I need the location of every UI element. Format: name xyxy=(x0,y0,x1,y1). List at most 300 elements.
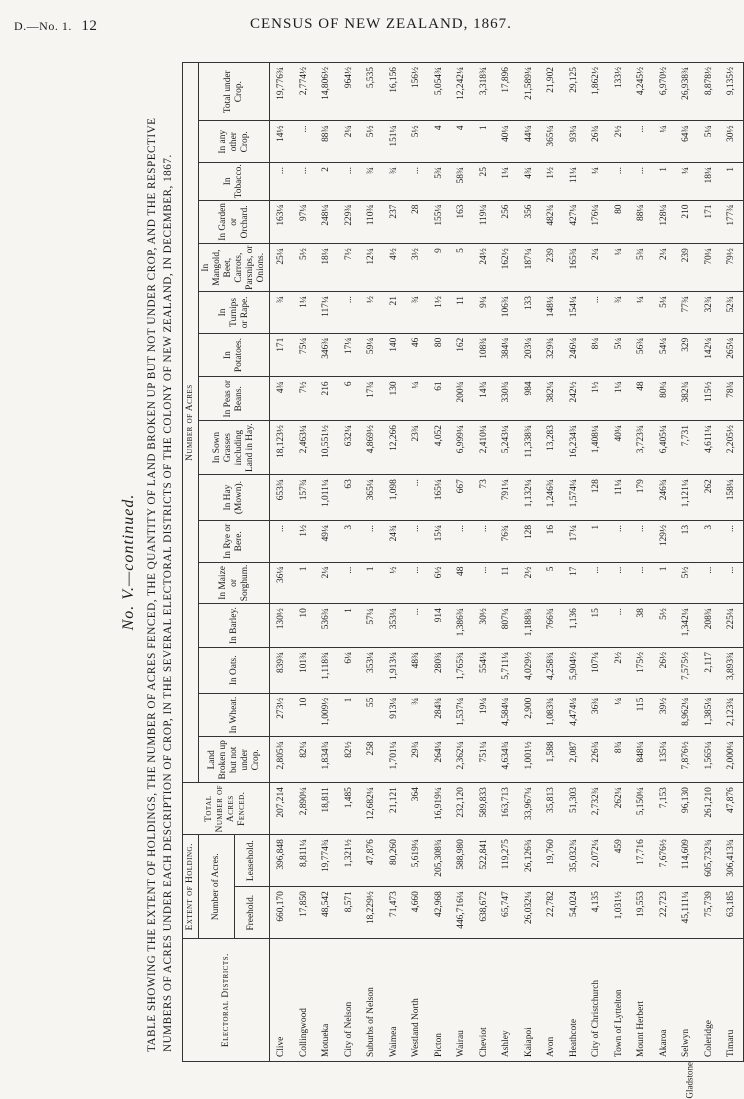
value-cell: 6,970½ xyxy=(653,63,676,121)
value-cell: 3,318¾ xyxy=(473,63,496,121)
value-cell: 23¾ xyxy=(405,421,428,475)
value-cell: 265¼ xyxy=(720,333,743,377)
value-cell: 1 xyxy=(338,604,361,648)
value-cell: 2½ xyxy=(608,647,631,693)
value-cell: 26,938¾ xyxy=(675,63,698,121)
district-name: Motueka xyxy=(321,1023,332,1057)
value-cell: 115½ xyxy=(698,377,721,421)
census-table xyxy=(182,62,744,1062)
district-cell xyxy=(585,939,608,1062)
col-freehold: Freehold. xyxy=(234,887,270,939)
district-cell xyxy=(270,939,293,1062)
value-cell: 848¼ xyxy=(630,737,653,783)
value-cell: 5¾ xyxy=(630,244,653,292)
value-cell: 151¼ xyxy=(383,121,406,163)
value-cell: ... xyxy=(405,520,428,562)
value-cell: 26¾ xyxy=(585,121,608,163)
value-cell: 82¼ xyxy=(293,737,316,783)
value-cell: 12¼ xyxy=(360,244,383,292)
value-cell: 157¾ xyxy=(293,475,316,521)
value-cell: 71,473 xyxy=(383,887,406,939)
value-cell: 6½ xyxy=(428,562,451,604)
value-cell: 97¼ xyxy=(293,200,316,244)
value-cell: 1,098 xyxy=(383,475,406,521)
value-cell: 52¾ xyxy=(720,292,743,334)
value-cell: 88¼ xyxy=(630,200,653,244)
value-cell: 70¼ xyxy=(698,244,721,292)
value-cell: 129½ xyxy=(653,520,676,562)
value-cell: 40¼ xyxy=(608,421,631,475)
value-cell: 5,904½ xyxy=(563,647,586,693)
col-turnips: In Turnips or Rape. xyxy=(199,292,270,334)
value-cell: 205,308¾ xyxy=(428,835,451,887)
value-cell: 1,913¼ xyxy=(383,647,406,693)
value-cell: 24½ xyxy=(473,244,496,292)
value-cell: 179 xyxy=(630,475,653,521)
value-cell: 56¾ xyxy=(630,333,653,377)
col-peas: In Peas or Beans. xyxy=(199,377,270,421)
table-row xyxy=(540,63,563,1062)
value-cell: 133½ xyxy=(608,63,631,121)
value-cell: 1,701¼ xyxy=(383,737,406,783)
value-cell: 11 xyxy=(450,292,473,334)
value-cell: 156½ xyxy=(405,63,428,121)
district-cell xyxy=(540,939,563,1062)
value-cell: 1,565¼ xyxy=(698,737,721,783)
value-cell: 396,848 xyxy=(270,835,293,887)
value-cell: 16,919¼ xyxy=(428,783,451,835)
value-cell: 40¼ xyxy=(495,121,518,163)
value-cell: 7½ xyxy=(338,244,361,292)
table-row xyxy=(360,63,383,1062)
value-cell: 2,205½ xyxy=(720,421,743,475)
value-cell: 8,811¼ xyxy=(293,835,316,887)
value-cell: 171 xyxy=(270,333,293,377)
value-cell: 7,731 xyxy=(675,421,698,475)
value-cell: 49¼ xyxy=(315,520,338,562)
col-grasses: In Sown Grasses including Land in Hay. xyxy=(199,421,270,475)
value-cell: 4,052 xyxy=(428,421,451,475)
value-cell: 3 xyxy=(698,520,721,562)
value-cell: 76¾ xyxy=(495,520,518,562)
value-cell: 114,609 xyxy=(675,835,698,887)
value-cell: ... xyxy=(720,562,743,604)
value-cell: 16 xyxy=(540,520,563,562)
value-cell: 1,385¼ xyxy=(698,693,721,737)
value-cell: ... xyxy=(293,121,316,163)
value-cell: 1,321½ xyxy=(338,835,361,887)
value-cell: ... xyxy=(585,562,608,604)
value-cell: 48 xyxy=(450,562,473,604)
value-cell: 9¼ xyxy=(473,292,496,334)
value-cell: 18¼ xyxy=(315,244,338,292)
value-cell: 229¾ xyxy=(338,200,361,244)
col-wheat: In Wheat. xyxy=(199,693,270,737)
value-cell: 47,876 xyxy=(360,835,383,887)
value-cell: 33,967¼ xyxy=(518,783,541,835)
value-cell: 4,611¼ xyxy=(698,421,721,475)
value-cell: 1½ xyxy=(585,377,608,421)
value-cell: 36¾ xyxy=(585,693,608,737)
value-cell: 632¼ xyxy=(338,421,361,475)
value-cell: 17 xyxy=(563,562,586,604)
value-cell: 29¾ xyxy=(405,737,428,783)
value-cell: 11¼ xyxy=(563,163,586,200)
value-cell: 12,266 xyxy=(383,421,406,475)
district-cell xyxy=(720,939,743,1062)
value-cell: 16,234¾ xyxy=(563,421,586,475)
col-potatoes: In Potatoes. xyxy=(199,333,270,377)
value-cell: 382¼ xyxy=(540,377,563,421)
district-cell xyxy=(293,939,316,1062)
value-cell: 155¼ xyxy=(428,200,451,244)
col-oats: In Oats. xyxy=(199,647,270,693)
col-leasehold: Leasehold. xyxy=(234,835,270,887)
col-barley: In Barley. xyxy=(199,604,270,648)
col-total-crop: Total under Crop. xyxy=(199,63,270,121)
value-cell: 1,118¾ xyxy=(315,647,338,693)
value-cell: 7½ xyxy=(293,377,316,421)
value-cell: 80 xyxy=(428,333,451,377)
district-name: Ashley xyxy=(501,1030,512,1057)
value-cell: ½ xyxy=(360,292,383,334)
value-cell: 1,121¼ xyxy=(675,475,698,521)
value-cell: 10,551½ xyxy=(315,421,338,475)
value-cell: 11 xyxy=(495,562,518,604)
district-name: City of Nelson xyxy=(343,1001,354,1057)
table-row xyxy=(338,63,361,1062)
col-broken-up: Land Broken up but not under Crop. xyxy=(199,737,270,783)
value-cell: 4 xyxy=(428,121,451,163)
value-cell: ... xyxy=(405,562,428,604)
value-cell: ... xyxy=(473,562,496,604)
value-cell: 26,126¾ xyxy=(518,835,541,887)
value-cell: 48,542 xyxy=(315,887,338,939)
district-name: Collingwood xyxy=(298,1008,309,1057)
value-cell: 207,214 xyxy=(270,783,293,835)
value-cell: 1,001½ xyxy=(518,737,541,783)
value-cell: 964½ xyxy=(338,63,361,121)
district-name: Akaroa xyxy=(658,1029,669,1057)
value-cell: 28 xyxy=(405,200,428,244)
value-cell: 1 xyxy=(360,562,383,604)
value-cell: 3,893¾ xyxy=(720,647,743,693)
value-cell: 96,130 xyxy=(675,783,698,835)
value-cell: 15 xyxy=(585,604,608,648)
value-cell: 5½ xyxy=(405,121,428,163)
value-cell: 88¾ xyxy=(315,121,338,163)
value-cell: 177¾ xyxy=(720,200,743,244)
value-cell: 93¼ xyxy=(563,121,586,163)
value-cell: 119¼ xyxy=(473,200,496,244)
value-cell: 24¾ xyxy=(383,520,406,562)
value-cell: 19,553 xyxy=(630,887,653,939)
value-cell: 13,283 xyxy=(540,421,563,475)
value-cell: 5,054¾ xyxy=(428,63,451,121)
district-name: Timaru xyxy=(726,1029,737,1057)
value-cell: 5¾ xyxy=(428,163,451,200)
value-cell: 10 xyxy=(293,604,316,648)
table-row xyxy=(630,63,653,1062)
value-cell: 78¾ xyxy=(720,377,743,421)
col-hay: In Hay (Mown). xyxy=(199,475,270,521)
district-cell xyxy=(698,939,721,1062)
value-cell: ... xyxy=(293,163,316,200)
value-cell: ... xyxy=(473,520,496,562)
value-cell: 638,672 xyxy=(473,887,496,939)
col-number-acres: Number of Acres. xyxy=(199,835,235,939)
district-name: Mount Herbert xyxy=(636,1001,647,1057)
value-cell: ... xyxy=(338,292,361,334)
value-cell: 914 xyxy=(428,604,451,648)
value-cell: 10 xyxy=(293,693,316,737)
value-cell: ... xyxy=(608,520,631,562)
value-cell: 1,132¼ xyxy=(518,475,541,521)
value-cell: 47,876 xyxy=(720,783,743,835)
value-cell: 8,571 xyxy=(338,887,361,939)
value-cell: ¾ xyxy=(383,163,406,200)
district-cell xyxy=(383,939,406,1062)
district-cell xyxy=(473,939,496,1062)
value-cell: 17,716 xyxy=(630,835,653,887)
value-cell: 55 xyxy=(360,693,383,737)
value-cell: ¼ xyxy=(608,693,631,737)
table-row xyxy=(315,63,338,1062)
value-cell: 2,890¼ xyxy=(293,783,316,835)
value-cell: 2,732¾ xyxy=(585,783,608,835)
district-name: Westland North xyxy=(411,998,422,1057)
district-name: Suburbs of Nelson xyxy=(366,987,377,1057)
value-cell: 117¼ xyxy=(315,292,338,334)
value-cell: 353¼ xyxy=(360,647,383,693)
value-cell: 22,723 xyxy=(653,887,676,939)
value-cell: 128¼ xyxy=(653,200,676,244)
value-cell: 26,032¼ xyxy=(518,887,541,939)
footer-note: Gladstone xyxy=(684,1062,694,1099)
value-cell: 653¾ xyxy=(270,475,293,521)
value-cell: 7,876½ xyxy=(675,737,698,783)
value-cell: 588,980 xyxy=(450,835,473,887)
value-cell: ... xyxy=(585,292,608,334)
table-row xyxy=(608,63,631,1062)
value-cell: 32¾ xyxy=(698,292,721,334)
value-cell: 9 xyxy=(428,244,451,292)
value-cell: 22,782 xyxy=(540,887,563,939)
value-cell: 7,153 xyxy=(653,783,676,835)
value-cell: 148¼ xyxy=(540,292,563,334)
value-cell: 17,896 xyxy=(495,63,518,121)
value-cell: 54,024 xyxy=(563,887,586,939)
district-cell xyxy=(675,939,698,1062)
table-row xyxy=(495,63,518,1062)
value-cell: 108¾ xyxy=(473,333,496,377)
table-row xyxy=(720,63,743,1062)
district-cell xyxy=(315,939,338,1062)
value-cell: 75,739 xyxy=(698,887,721,939)
value-cell: 4,869½ xyxy=(360,421,383,475)
value-cell: 80 xyxy=(608,200,631,244)
value-cell: 5½ xyxy=(653,604,676,648)
district-name: Selwyn xyxy=(681,1028,692,1057)
value-cell: ½ xyxy=(383,562,406,604)
value-cell: 589,833 xyxy=(473,783,496,835)
value-cell: 101¾ xyxy=(293,647,316,693)
value-cell: 1,537¼ xyxy=(450,693,473,737)
value-cell: 1,485 xyxy=(338,783,361,835)
value-cell: 2,123¾ xyxy=(720,693,743,737)
value-cell: 1 xyxy=(653,163,676,200)
value-cell: 39½ xyxy=(653,693,676,737)
value-cell: 261,210 xyxy=(698,783,721,835)
value-cell: 1¼ xyxy=(495,163,518,200)
value-cell: 14,806½ xyxy=(315,63,338,121)
value-cell: 162 xyxy=(450,333,473,377)
value-cell: 2,117 xyxy=(698,647,721,693)
value-cell: 12,682¼ xyxy=(360,783,383,835)
value-cell: 256 xyxy=(495,200,518,244)
value-cell: 6 xyxy=(338,377,361,421)
value-cell: 187¼ xyxy=(518,244,541,292)
value-cell: 1½ xyxy=(540,163,563,200)
table-row xyxy=(563,63,586,1062)
table-row xyxy=(473,63,496,1062)
col-garden: In Garden or Orchard. xyxy=(199,200,270,244)
value-cell: 63,185 xyxy=(720,887,743,939)
value-cell: 12,242¼ xyxy=(450,63,473,121)
value-cell: 232,120 xyxy=(450,783,473,835)
value-cell: 280¾ xyxy=(428,647,451,693)
value-cell: ¾ xyxy=(405,693,428,737)
value-cell: 226¾ xyxy=(585,737,608,783)
col-mangold: In Mangold, Beet, Carrots, Parsnips, or Onions. xyxy=(199,244,270,292)
table-row xyxy=(405,63,428,1062)
value-cell: 36¼ xyxy=(270,562,293,604)
value-cell: ¾ xyxy=(608,292,631,334)
value-cell: 605,732¾ xyxy=(698,835,721,887)
value-cell: 18,229½ xyxy=(360,887,383,939)
value-cell: 258 xyxy=(360,737,383,783)
value-cell: 21,902 xyxy=(540,63,563,121)
value-cell: 1,188¾ xyxy=(518,604,541,648)
district-cell xyxy=(608,939,631,1062)
value-cell: 5¼ xyxy=(608,333,631,377)
value-cell: 163 xyxy=(450,200,473,244)
value-cell: 329 xyxy=(675,333,698,377)
district-cell xyxy=(405,939,428,1062)
value-cell: 554¼ xyxy=(473,647,496,693)
value-cell: 225¼ xyxy=(720,604,743,648)
value-cell: 1,083¾ xyxy=(540,693,563,737)
value-cell: 3,723¾ xyxy=(630,421,653,475)
value-cell: 1 xyxy=(653,562,676,604)
table-row xyxy=(675,63,698,1062)
value-cell: 1,246¾ xyxy=(540,475,563,521)
value-cell: 329¾ xyxy=(540,333,563,377)
value-cell: 5,243¼ xyxy=(495,421,518,475)
value-cell: 1,386¾ xyxy=(450,604,473,648)
value-cell: 30½ xyxy=(473,604,496,648)
value-cell: ¼ xyxy=(675,163,698,200)
col-total-fenced: Total Number of Acres Fenced. xyxy=(183,783,270,835)
value-cell: 158¼ xyxy=(720,475,743,521)
value-cell: ... xyxy=(630,562,653,604)
value-cell: 130 xyxy=(383,377,406,421)
value-cell: 4,135 xyxy=(585,887,608,939)
value-cell: 2,000¼ xyxy=(720,737,743,783)
table-row xyxy=(518,63,541,1062)
value-cell: 2½ xyxy=(608,121,631,163)
col-extent: Extent of Holding. xyxy=(183,835,199,939)
value-cell: ... xyxy=(405,163,428,200)
value-cell: 203¼ xyxy=(518,333,541,377)
value-cell: 984 xyxy=(518,377,541,421)
value-cell: 346¾ xyxy=(315,333,338,377)
value-cell: 246¾ xyxy=(653,475,676,521)
col-rye: In Rye or Bere. xyxy=(199,520,270,562)
value-cell: ... xyxy=(630,121,653,163)
value-cell: 77¾ xyxy=(675,292,698,334)
value-cell: 365¼ xyxy=(540,121,563,163)
district-cell xyxy=(630,939,653,1062)
value-cell: 239 xyxy=(540,244,563,292)
value-cell: 284¾ xyxy=(428,693,451,737)
value-cell: 46 xyxy=(405,333,428,377)
value-cell: 210 xyxy=(675,200,698,244)
value-cell: ... xyxy=(338,163,361,200)
value-cell: 5¼ xyxy=(698,121,721,163)
value-cell: ¼ xyxy=(585,163,608,200)
district-name: Avon xyxy=(546,1036,557,1057)
value-cell: 45,111¼ xyxy=(675,887,698,939)
value-cell: 79½ xyxy=(720,244,743,292)
value-cell: ... xyxy=(608,604,631,648)
value-cell: 427¼ xyxy=(563,200,586,244)
value-cell: 73 xyxy=(473,475,496,521)
value-cell: 4 xyxy=(450,121,473,163)
value-cell: 18,811 xyxy=(315,783,338,835)
value-cell: 200¾ xyxy=(450,377,473,421)
value-cell: 65,747 xyxy=(495,887,518,939)
value-cell: 165¾ xyxy=(563,244,586,292)
value-cell: 264¼ xyxy=(428,737,451,783)
value-cell: 2¼ xyxy=(338,121,361,163)
value-cell: 766¾ xyxy=(540,604,563,648)
value-cell: 3½ xyxy=(405,244,428,292)
table-row xyxy=(293,63,316,1062)
value-cell: 356 xyxy=(518,200,541,244)
value-cell: 80¼ xyxy=(653,377,676,421)
value-cell: 660,170 xyxy=(270,887,293,939)
district-name: Picton xyxy=(433,1033,444,1057)
value-cell: 48 xyxy=(630,377,653,421)
value-cell: 237 xyxy=(383,200,406,244)
value-cell: 19,774¾ xyxy=(315,835,338,887)
document-ref: D.—No. 1. xyxy=(14,19,72,33)
value-cell: 11,338¾ xyxy=(518,421,541,475)
value-cell: 38 xyxy=(630,604,653,648)
value-cell: 4,584¼ xyxy=(495,693,518,737)
value-cell: 128 xyxy=(585,475,608,521)
value-cell: 54¼ xyxy=(653,333,676,377)
district-name: Kaiapoi xyxy=(523,1027,534,1057)
value-cell: 4,029½ xyxy=(518,647,541,693)
value-cell: 15¼ xyxy=(428,520,451,562)
district-cell xyxy=(360,939,383,1062)
value-cell: 21,121 xyxy=(383,783,406,835)
value-cell: 57¼ xyxy=(360,604,383,648)
value-cell: 1,009½ xyxy=(315,693,338,737)
value-cell: 273½ xyxy=(270,693,293,737)
